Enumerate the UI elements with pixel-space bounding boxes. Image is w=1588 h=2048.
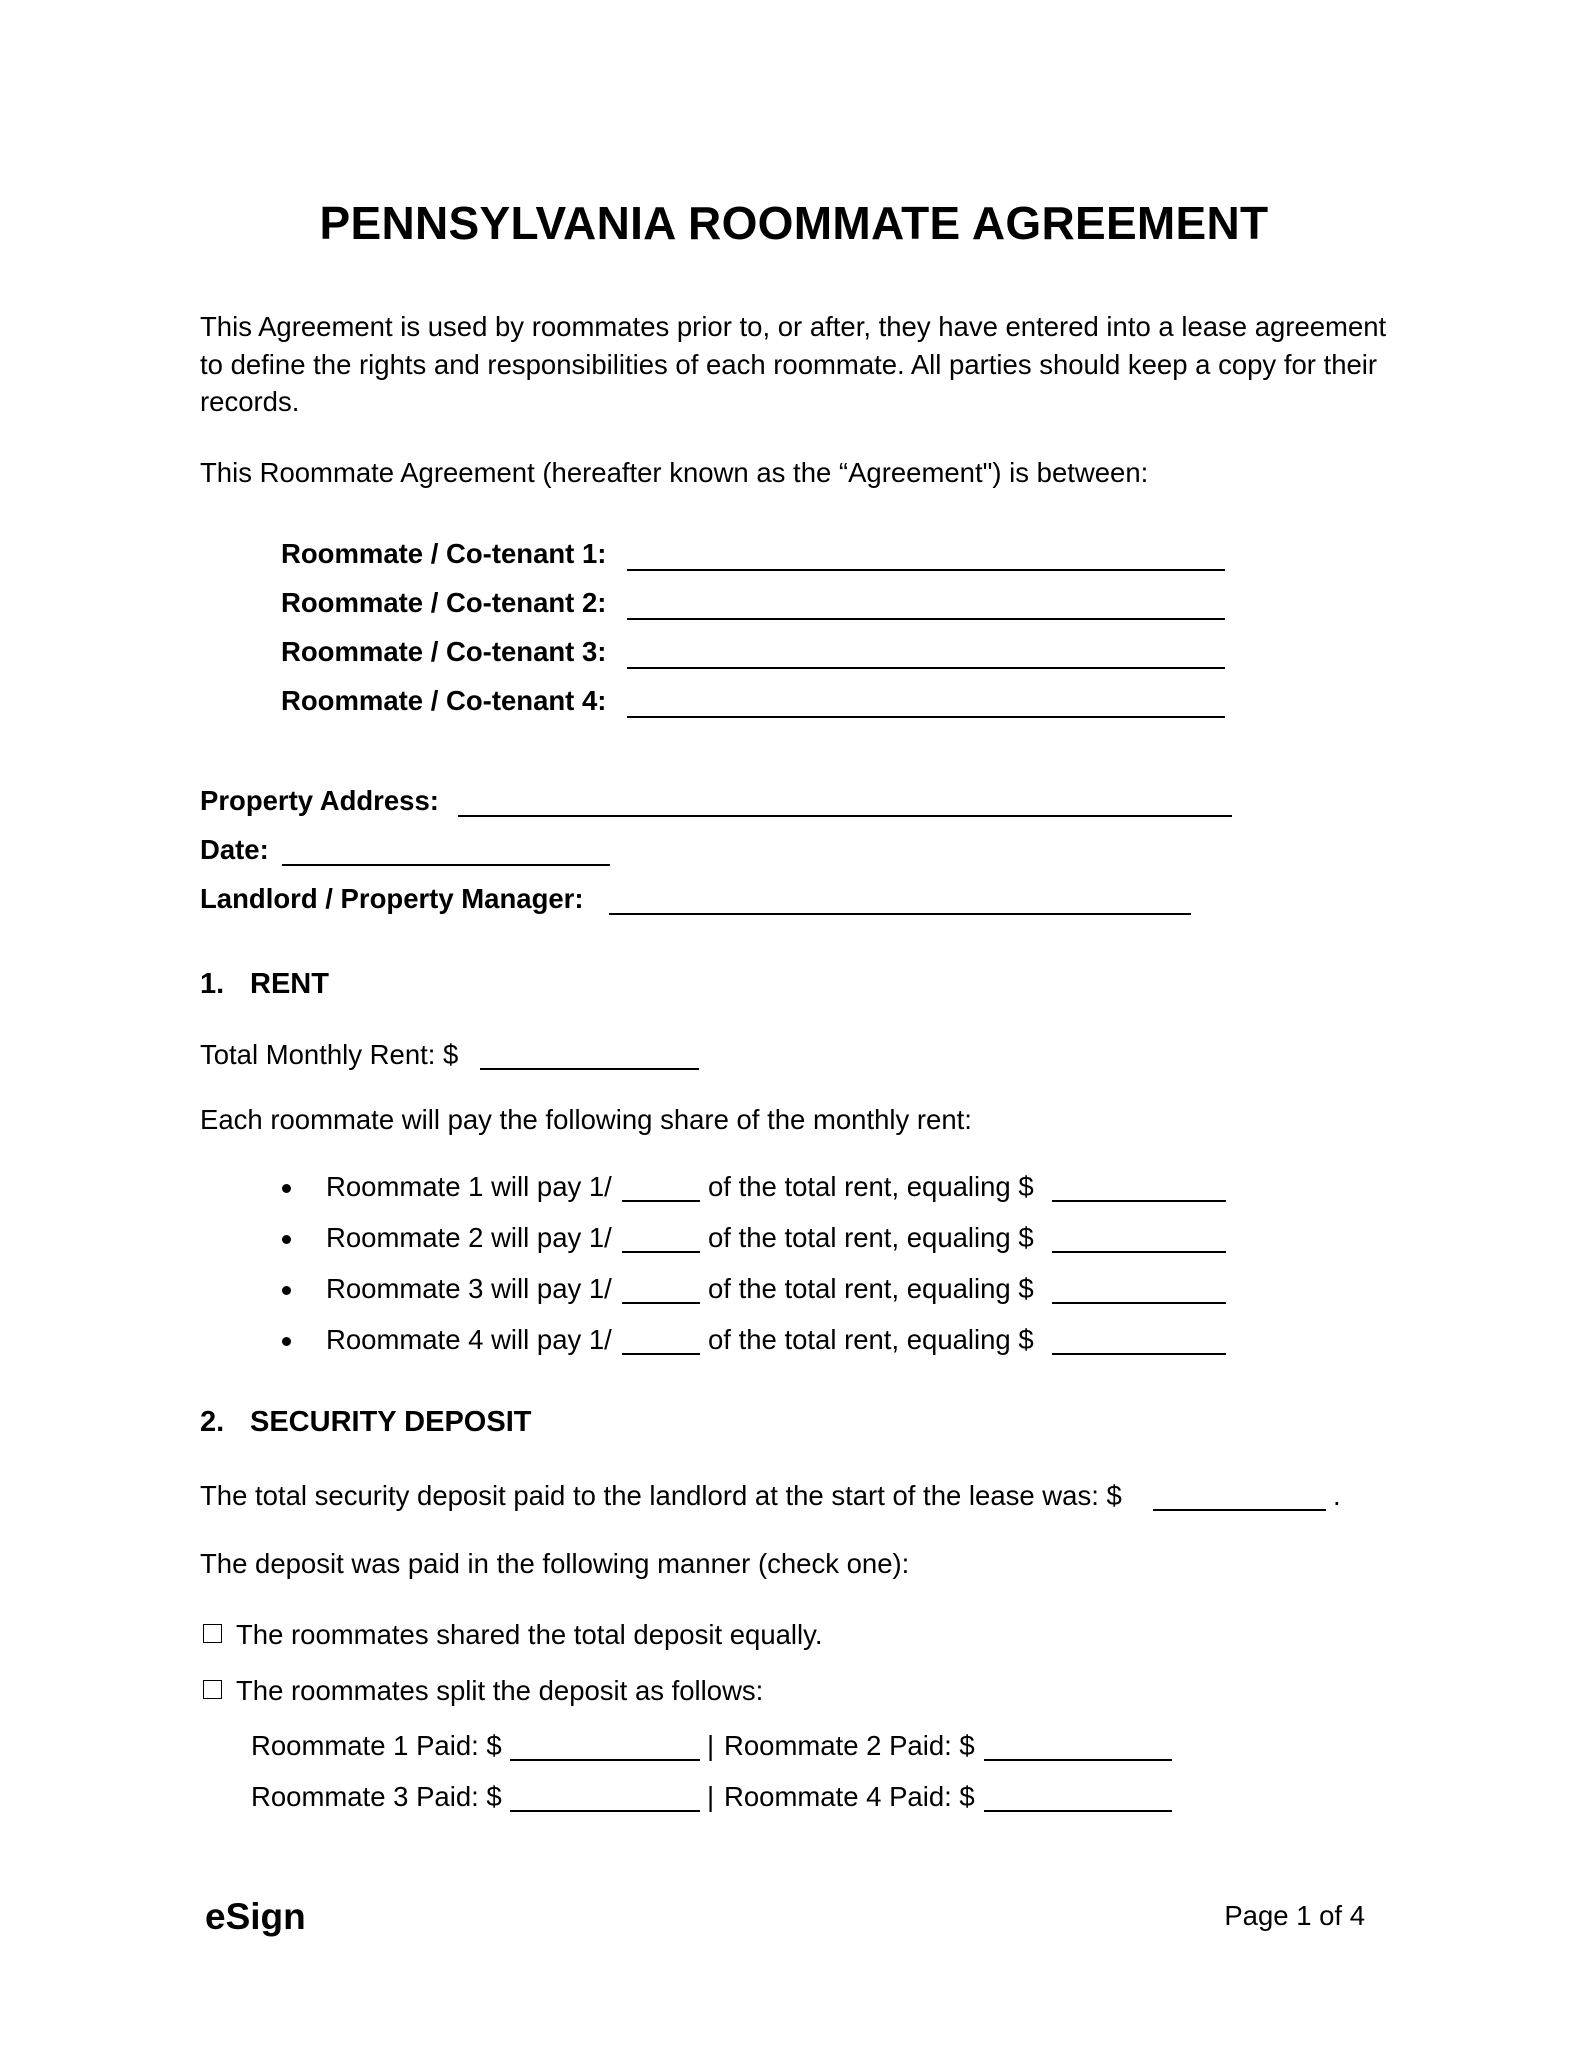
- page-number: Page 1 of 4: [1224, 1900, 1365, 1931]
- rent-share-intro: Each roommate will pay the following share of the monthly rent:: [200, 1104, 972, 1135]
- share-4-prefix: Roommate 4 will pay 1/: [326, 1324, 612, 1355]
- section-rent-title: RENT: [250, 968, 329, 1000]
- section-deposit-title: SECURITY DEPOSIT: [250, 1406, 532, 1438]
- bullet-icon: [282, 1286, 291, 1295]
- share-3-middle: of the total rent, equaling $: [708, 1273, 1034, 1304]
- document-title: PENNSYLVANIA ROOMMATE AGREEMENT: [319, 197, 1269, 249]
- share-1-middle: of the total rent, equaling $: [708, 1171, 1034, 1202]
- share-4-fraction-field[interactable]: [622, 1353, 700, 1355]
- between-paragraph: This Roommate Agreement (hereafter known as the “Agreement") is between:: [200, 457, 1149, 488]
- section-rent-number: 1.: [200, 968, 225, 1000]
- share-1-prefix: Roommate 1 will pay 1/: [326, 1171, 612, 1202]
- roommate-4-paid-field[interactable]: [984, 1810, 1172, 1812]
- roommate-3-field[interactable]: [627, 667, 1225, 669]
- share-4-middle: of the total rent, equaling $: [708, 1324, 1034, 1355]
- roommate-2-label: Roommate / Co-tenant 2:: [281, 587, 607, 618]
- intro-paragraph: This Agreement is used by roommates prior to, or after, they have entered into a lease agreement to define the rights and responsibilities of each roommate. All parties should keep a copy for their records.: [200, 311, 1387, 417]
- section-deposit-heading: [200, 1406, 531, 1439]
- share-4-amount-field[interactable]: [1052, 1353, 1226, 1355]
- share-3-amount-field[interactable]: [1052, 1302, 1226, 1304]
- roommate-2-paid-label: Roommate 2 Paid: $: [724, 1730, 975, 1761]
- share-1-fraction-field[interactable]: [622, 1200, 700, 1202]
- share-1-amount-field[interactable]: [1052, 1200, 1226, 1202]
- roommate-4-label: Roommate / Co-tenant 4:: [281, 685, 607, 716]
- share-2-middle: of the total rent, equaling $: [708, 1222, 1034, 1253]
- roommate-4-paid-label: Roommate 4 Paid: $: [724, 1781, 975, 1812]
- bullet-icon: [282, 1184, 291, 1193]
- property-address-label: Property Address:: [200, 785, 439, 816]
- bullet-icon: [282, 1235, 291, 1244]
- roommate-3-label: Roommate / Co-tenant 3:: [281, 636, 607, 667]
- equal-share-label: The roommates shared the total deposit equally.: [236, 1619, 823, 1650]
- split-deposit-label: The roommates split the deposit as follows:: [236, 1675, 764, 1706]
- share-3-fraction-field[interactable]: [622, 1302, 700, 1304]
- equal-share-checkbox[interactable]: [203, 1624, 222, 1643]
- total-monthly-rent-label: Total Monthly Rent: $: [200, 1039, 459, 1070]
- roommate-1-paid-field[interactable]: [510, 1759, 700, 1761]
- share-2-fraction-field[interactable]: [622, 1251, 700, 1253]
- section-deposit-number: 2.: [200, 1406, 225, 1438]
- roommate-2-paid-field[interactable]: [984, 1759, 1172, 1761]
- share-2-amount-field[interactable]: [1052, 1251, 1226, 1253]
- deposit-manner-text: The deposit was paid in the following manner (check one):: [200, 1548, 910, 1579]
- split-separator: |: [707, 1730, 715, 1761]
- roommate-1-field[interactable]: [627, 569, 1225, 571]
- property-address-field[interactable]: [458, 815, 1232, 817]
- roommate-3-paid-label: Roommate 3 Paid: $: [251, 1781, 502, 1812]
- roommate-1-label: Roommate / Co-tenant 1:: [281, 538, 607, 569]
- share-3-prefix: Roommate 3 will pay 1/: [326, 1273, 612, 1304]
- deposit-total-suffix: .: [1333, 1480, 1341, 1511]
- split-deposit-checkbox[interactable]: [203, 1680, 222, 1699]
- roommate-1-paid-label: Roommate 1 Paid: $: [251, 1730, 502, 1761]
- deposit-total-field[interactable]: [1153, 1509, 1326, 1511]
- total-monthly-rent-field[interactable]: [480, 1068, 699, 1070]
- section-rent-heading: [200, 968, 329, 1001]
- date-field[interactable]: [282, 864, 610, 866]
- roommate-2-field[interactable]: [627, 618, 1225, 620]
- deposit-total-text: The total security deposit paid to the landlord at the start of the lease was: $: [200, 1480, 1122, 1511]
- share-2-prefix: Roommate 2 will pay 1/: [326, 1222, 612, 1253]
- bullet-icon: [282, 1337, 291, 1346]
- date-label: Date:: [200, 834, 269, 865]
- landlord-label: Landlord / Property Manager:: [200, 883, 584, 914]
- roommate-3-paid-field[interactable]: [510, 1810, 700, 1812]
- roommate-4-field[interactable]: [627, 716, 1225, 718]
- landlord-field[interactable]: [609, 913, 1191, 915]
- split-separator: |: [707, 1781, 715, 1812]
- esign-logo: eSign: [205, 1896, 306, 1937]
